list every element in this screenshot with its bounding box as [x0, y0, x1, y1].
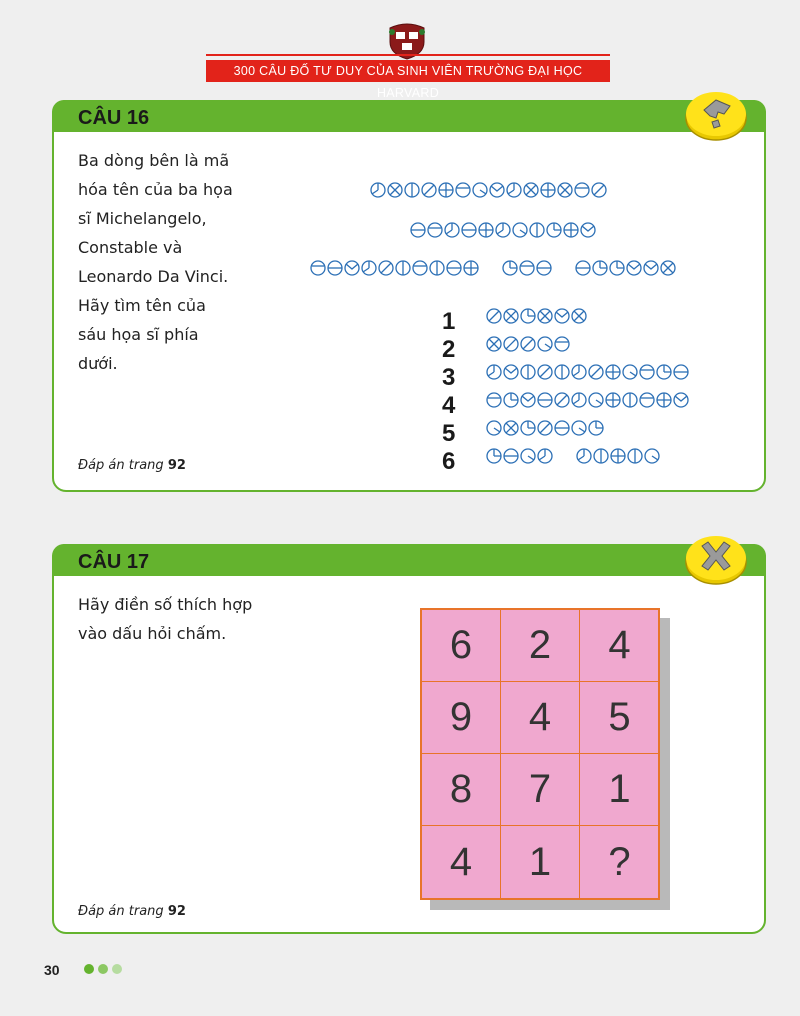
- cipher-glyph-icon: [486, 448, 502, 464]
- cipher-glyph-icon: [520, 336, 536, 352]
- cipher-glyph-icon: [502, 260, 518, 276]
- x-mark-badge-icon: [684, 530, 748, 586]
- grid-cell: 9: [422, 682, 501, 754]
- cipher-glyph-icon: [455, 182, 471, 198]
- answer-prefix: Đáp án trang: [78, 904, 164, 919]
- cipher-glyph-icon: [554, 392, 570, 408]
- cipher-glyph-icon: [546, 222, 562, 238]
- cipher-glyph-icon: [656, 364, 672, 380]
- cipher-glyph-icon: [605, 392, 621, 408]
- puzzle-title-17: CÂU 17: [78, 551, 150, 573]
- cipher-glyph-icon: [503, 448, 519, 464]
- cipher-glyph-icon: [463, 260, 479, 276]
- cipher-glyph-icon: [639, 364, 655, 380]
- footer-dot: [98, 964, 108, 974]
- cipher-glyph-icon: [503, 420, 519, 436]
- question-mark-badge-icon: [684, 86, 748, 142]
- body-line: Hãy tìm tên của: [78, 296, 206, 315]
- cipher-glyph-icon: [344, 260, 360, 276]
- card-header-17: [52, 544, 766, 576]
- grid-cell: 5: [580, 682, 659, 754]
- cipher-glyph-icon: [520, 308, 536, 324]
- body-line: Constable và: [78, 238, 183, 257]
- cipher-glyph-icon: [486, 364, 502, 380]
- puzzle-title-16: CÂU 16: [78, 107, 150, 129]
- cipher-glyph-icon: [537, 336, 553, 352]
- cipher-glyph-icon: [576, 448, 592, 464]
- body-line: dưới.: [78, 354, 118, 373]
- book-title-banner: 300 CÂU ĐỐ TƯ DUY CỦA SINH VIÊN TRƯỜNG ĐẠI HỌC HARVARD: [206, 60, 610, 82]
- cipher-glyph-icon: [540, 182, 556, 198]
- cipher-glyph-icon: [421, 182, 437, 198]
- cipher-glyph-icon: [644, 448, 660, 464]
- cipher-glyph-icon: [592, 260, 608, 276]
- cipher-glyph-icon: [656, 392, 672, 408]
- cipher-glyph-icon: [472, 182, 488, 198]
- cipher-glyph-icon: [361, 260, 377, 276]
- cipher-glyph-icon: [537, 448, 553, 464]
- cipher-glyph-icon: [643, 260, 659, 276]
- banner-rule: [206, 54, 610, 56]
- cipher-glyph-icon: [588, 420, 604, 436]
- cipher-glyph-icon: [404, 182, 420, 198]
- body-line: Ba dòng bên là mã: [78, 151, 230, 170]
- answer-prefix: Đáp án trang: [78, 458, 164, 473]
- cipher-glyph-icon: [554, 364, 570, 380]
- cipher-glyph-icon: [486, 336, 502, 352]
- cipher-glyph-icon: [378, 260, 394, 276]
- cipher-glyph-icon: [554, 308, 570, 324]
- puzzle-body-16: [78, 146, 288, 378]
- option-number-1: 1: [442, 308, 456, 335]
- grid-cell: 8: [422, 754, 501, 826]
- cipher-glyph-icon: [503, 336, 519, 352]
- cipher-glyph-icon: [536, 260, 552, 276]
- body-line: sáu họa sĩ phía: [78, 325, 199, 344]
- cipher-glyph-icon: [438, 182, 454, 198]
- cipher-glyph-icon: [495, 222, 511, 238]
- option-number-4: 4: [442, 392, 456, 419]
- grid-cell: 4: [580, 610, 659, 682]
- option-number-5: 5: [442, 420, 456, 447]
- puzzle-card-16: [52, 100, 766, 492]
- grid-cell: 4: [501, 682, 580, 754]
- answer-page: 92: [167, 458, 186, 473]
- cipher-glyph-icon: [503, 392, 519, 408]
- cipher-glyph-icon: [554, 336, 570, 352]
- cipher-glyph-icon: [588, 392, 604, 408]
- cipher-glyph-icon: [591, 182, 607, 198]
- cipher-glyph-icon: [610, 448, 626, 464]
- footer-dot: [112, 964, 122, 974]
- cipher-glyph-icon: [503, 308, 519, 324]
- answer-reference-16: [78, 458, 186, 473]
- grid-cell: 4: [422, 826, 501, 898]
- page-number: 30: [44, 962, 60, 978]
- cipher-glyph-icon: [395, 260, 411, 276]
- cipher-glyph-icon: [626, 260, 642, 276]
- cipher-glyph-icon: [387, 182, 403, 198]
- cipher-glyph-icon: [673, 392, 689, 408]
- cipher-glyph-icon: [660, 260, 676, 276]
- cipher-glyph-icon: [627, 448, 643, 464]
- answer-page: 92: [167, 904, 186, 919]
- cipher-glyph-icon: [580, 222, 596, 238]
- cipher-glyph-icon: [520, 420, 536, 436]
- cipher-glyph-icon: [520, 392, 536, 408]
- option-number-2: 2: [442, 336, 456, 363]
- cipher-glyph-icon: [506, 182, 522, 198]
- cipher-glyph-icon: [370, 182, 386, 198]
- grid-cell: 1: [501, 826, 580, 898]
- cipher-glyph-icon: [639, 392, 655, 408]
- cipher-glyph-icon: [575, 260, 591, 276]
- cipher-glyph-icon: [486, 392, 502, 408]
- cipher-glyph-icon: [563, 222, 579, 238]
- cipher-glyph-icon: [554, 420, 570, 436]
- grid-cell: 7: [501, 754, 580, 826]
- cipher-glyph-icon: [486, 308, 502, 324]
- cipher-glyph-icon: [571, 420, 587, 436]
- cipher-glyph-icon: [520, 448, 536, 464]
- cipher-glyph-icon: [609, 260, 625, 276]
- puzzle-body-17: [78, 590, 318, 648]
- cipher-glyph-icon: [622, 364, 638, 380]
- cipher-glyph-icon: [537, 420, 553, 436]
- cipher-glyph-icon: [571, 364, 587, 380]
- cipher-glyph-icon: [537, 308, 553, 324]
- cipher-glyph-icon: [588, 364, 604, 380]
- cipher-glyph-icon: [486, 420, 502, 436]
- body-line: sĩ Michelangelo,: [78, 209, 207, 228]
- number-grid: [420, 608, 660, 900]
- cipher-glyph-icon: [410, 222, 426, 238]
- cipher-glyph-icon: [574, 182, 590, 198]
- cipher-glyph-icon: [478, 222, 494, 238]
- cipher-glyph-icon: [503, 364, 519, 380]
- cipher-glyph-icon: [557, 182, 573, 198]
- cipher-glyph-icon: [461, 222, 477, 238]
- cipher-glyph-icon: [444, 222, 460, 238]
- bleed-through-text: [760, 150, 800, 176]
- body-line: Leonardo Da Vinci.: [78, 267, 229, 286]
- cipher-glyph-icon: [673, 364, 689, 380]
- cipher-glyph-icon: [593, 448, 609, 464]
- cipher-glyph-icon: [489, 182, 505, 198]
- cipher-glyph-icon: [520, 364, 536, 380]
- cipher-glyph-icon: [571, 308, 587, 324]
- cipher-glyph-icon: [427, 222, 443, 238]
- body-line: vào dấu hỏi chấm.: [78, 624, 227, 643]
- footer-dot: [84, 964, 94, 974]
- cipher-glyph-icon: [605, 364, 621, 380]
- cipher-glyph-icon: [523, 182, 539, 198]
- cipher-glyph-icon: [537, 364, 553, 380]
- cipher-glyph-icon: [310, 260, 326, 276]
- option-number-6: 6: [442, 448, 456, 475]
- answer-reference-17: [78, 904, 186, 919]
- body-line: hóa tên của ba họa: [78, 180, 233, 199]
- grid-cell: 1: [580, 754, 659, 826]
- cipher-glyph-icon: [571, 392, 587, 408]
- cipher-glyph-icon: [512, 222, 528, 238]
- grid-cell-question: ?: [608, 839, 631, 884]
- cipher-glyph-icon: [519, 260, 535, 276]
- cipher-glyph-icon: [622, 392, 638, 408]
- cipher-glyph-icon: [446, 260, 462, 276]
- option-number-3: 3: [442, 364, 456, 391]
- cipher-glyph-icon: [327, 260, 343, 276]
- card-header-16: [52, 100, 766, 132]
- grid-cell: 2: [501, 610, 580, 682]
- cipher-glyph-icon: [412, 260, 428, 276]
- grid-cell: 6: [422, 610, 501, 682]
- body-line: Hãy điền số thích hợp: [78, 595, 253, 614]
- cipher-glyph-icon: [429, 260, 445, 276]
- cipher-glyph-icon: [537, 392, 553, 408]
- cipher-glyph-icon: [529, 222, 545, 238]
